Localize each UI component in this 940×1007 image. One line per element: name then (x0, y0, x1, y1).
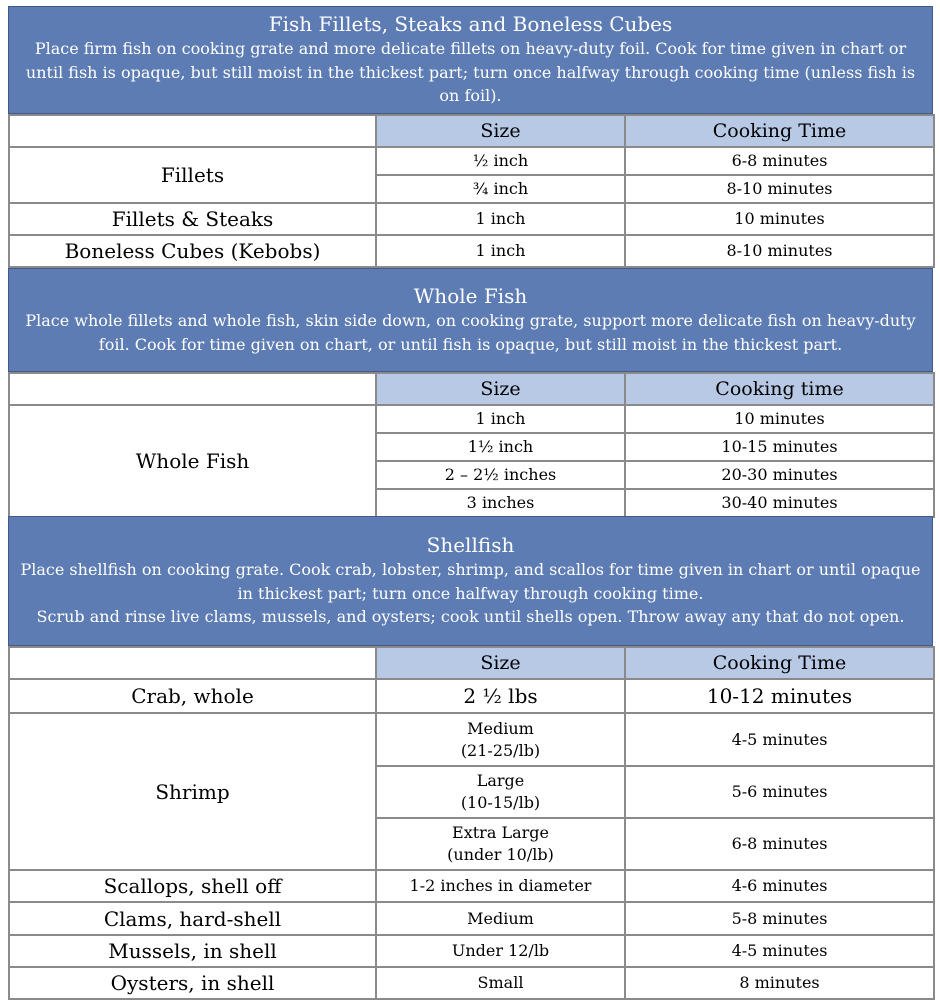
size-cell (377, 819, 624, 869)
time-cell: 5-6 minutes (626, 767, 933, 817)
time-cell: 20-30 minutes (626, 462, 933, 488)
size-column-header: Size (377, 648, 624, 678)
size-column-header: Size (377, 374, 624, 404)
size-cell: 1-2 inches in diameter (377, 871, 624, 901)
size-cell: Under 12/lb (377, 936, 624, 966)
table-row (10, 236, 933, 266)
size-cell: ¾ inch (377, 176, 624, 202)
size-column-header: Size (377, 116, 624, 146)
blank-header-cell (10, 374, 375, 404)
section-title: Whole Fish (413, 284, 528, 308)
time-cell: 30-40 minutes (626, 490, 933, 516)
section-header-fillets (8, 6, 933, 114)
section-title: Fish Fillets, Steaks and Boneless Cubes (268, 12, 673, 37)
size-cell: Small (377, 968, 624, 998)
item-name: Boneless Cubes (Kebobs) (10, 236, 375, 266)
item-name: Whole Fish (10, 406, 375, 516)
section-description-2: Scrub and rinse live clams, mussels, and oysters; cook until shells open. Throw away any that do not open. (36, 607, 905, 627)
time-cell: 10 minutes (626, 204, 933, 234)
table-row (10, 148, 933, 174)
section-header-shellfish (8, 516, 933, 646)
time-cell: 10-12 minutes (626, 680, 933, 712)
time-cell: 8-10 minutes (626, 176, 933, 202)
size-detail: (under 10/lb) (447, 845, 554, 865)
table-row (10, 714, 933, 764)
section-description: Place whole fillets and whole fish, skin side down, on cooking grate, support more delicate fish on heavy-duty foil. Cook for time given on chart, or until fish is opaque, but still moist in the thickest part. (25, 311, 916, 354)
time-column-header: Cooking time (626, 374, 933, 404)
table-row (10, 204, 933, 234)
size-cell: 1 inch (377, 236, 624, 266)
blank-header-cell (10, 648, 375, 678)
time-cell: 8-10 minutes (626, 236, 933, 266)
item-name: Mussels, in shell (10, 936, 375, 966)
time-cell: 8 minutes (626, 968, 933, 998)
table-row (10, 968, 933, 998)
time-column-header: Cooking Time (626, 116, 933, 146)
size-cell: 2 – 2½ inches (377, 462, 624, 488)
table-row (10, 871, 933, 901)
size-detail: (10-15/lb) (460, 792, 541, 812)
size-cell (377, 767, 624, 817)
table-row (10, 680, 933, 712)
table-whole-fish (8, 372, 935, 518)
table-fillets (8, 114, 935, 268)
table-row (10, 936, 933, 966)
item-name: Clams, hard-shell (10, 903, 375, 933)
table-row (10, 406, 933, 432)
table-header-row (10, 116, 933, 146)
item-name: Scallops, shell off (10, 871, 375, 901)
time-cell: 6-8 minutes (626, 819, 933, 869)
size-cell: 3 inches (377, 490, 624, 516)
item-name: Fillets (10, 148, 375, 202)
time-cell: 5-8 minutes (626, 903, 933, 933)
section-header-whole-fish (8, 268, 933, 372)
size-cell: 1 inch (377, 204, 624, 234)
size-cell: Medium (377, 903, 624, 933)
section-title: Shellfish (426, 533, 515, 558)
time-cell: 10 minutes (626, 406, 933, 432)
size-label: Extra Large (452, 823, 549, 843)
item-name: Fillets & Steaks (10, 204, 375, 234)
time-cell: 4-5 minutes (626, 714, 933, 764)
size-label: Large (476, 770, 525, 790)
section-description: Place shellfish on cooking grate. Cook crab, lobster, shrimp, and scallos for time given in chart or until opaque in thickest part; turn once halfway through cooking time. (20, 560, 921, 603)
table-shellfish (8, 646, 935, 1000)
time-column-header: Cooking Time (626, 648, 933, 678)
time-cell: 4-5 minutes (626, 936, 933, 966)
blank-header-cell (10, 116, 375, 146)
size-cell: ½ inch (377, 148, 624, 174)
time-cell: 10-15 minutes (626, 434, 933, 460)
item-name: Crab, whole (10, 680, 375, 712)
table-header-row (10, 648, 933, 678)
time-cell: 4-6 minutes (626, 871, 933, 901)
table-header-row (10, 374, 933, 404)
size-cell: 1 inch (377, 406, 624, 432)
size-cell (377, 714, 624, 764)
time-cell: 6-8 minutes (626, 148, 933, 174)
table-row (10, 903, 933, 933)
item-name: Shrimp (10, 714, 375, 869)
size-cell: 1½ inch (377, 434, 624, 460)
size-cell: 2 ½ lbs (377, 680, 624, 712)
item-name: Oysters, in shell (10, 968, 375, 998)
size-detail: (21-25/lb) (460, 740, 541, 760)
size-label: Medium (467, 718, 534, 738)
section-description: Place firm fish on cooking grate and more delicate fillets on heavy-duty foil. Cook for time given in chart or until fish is opaque, but still moist in the thickest part; turn once halfway through cooking time (unless fish is on foil). (25, 39, 916, 106)
